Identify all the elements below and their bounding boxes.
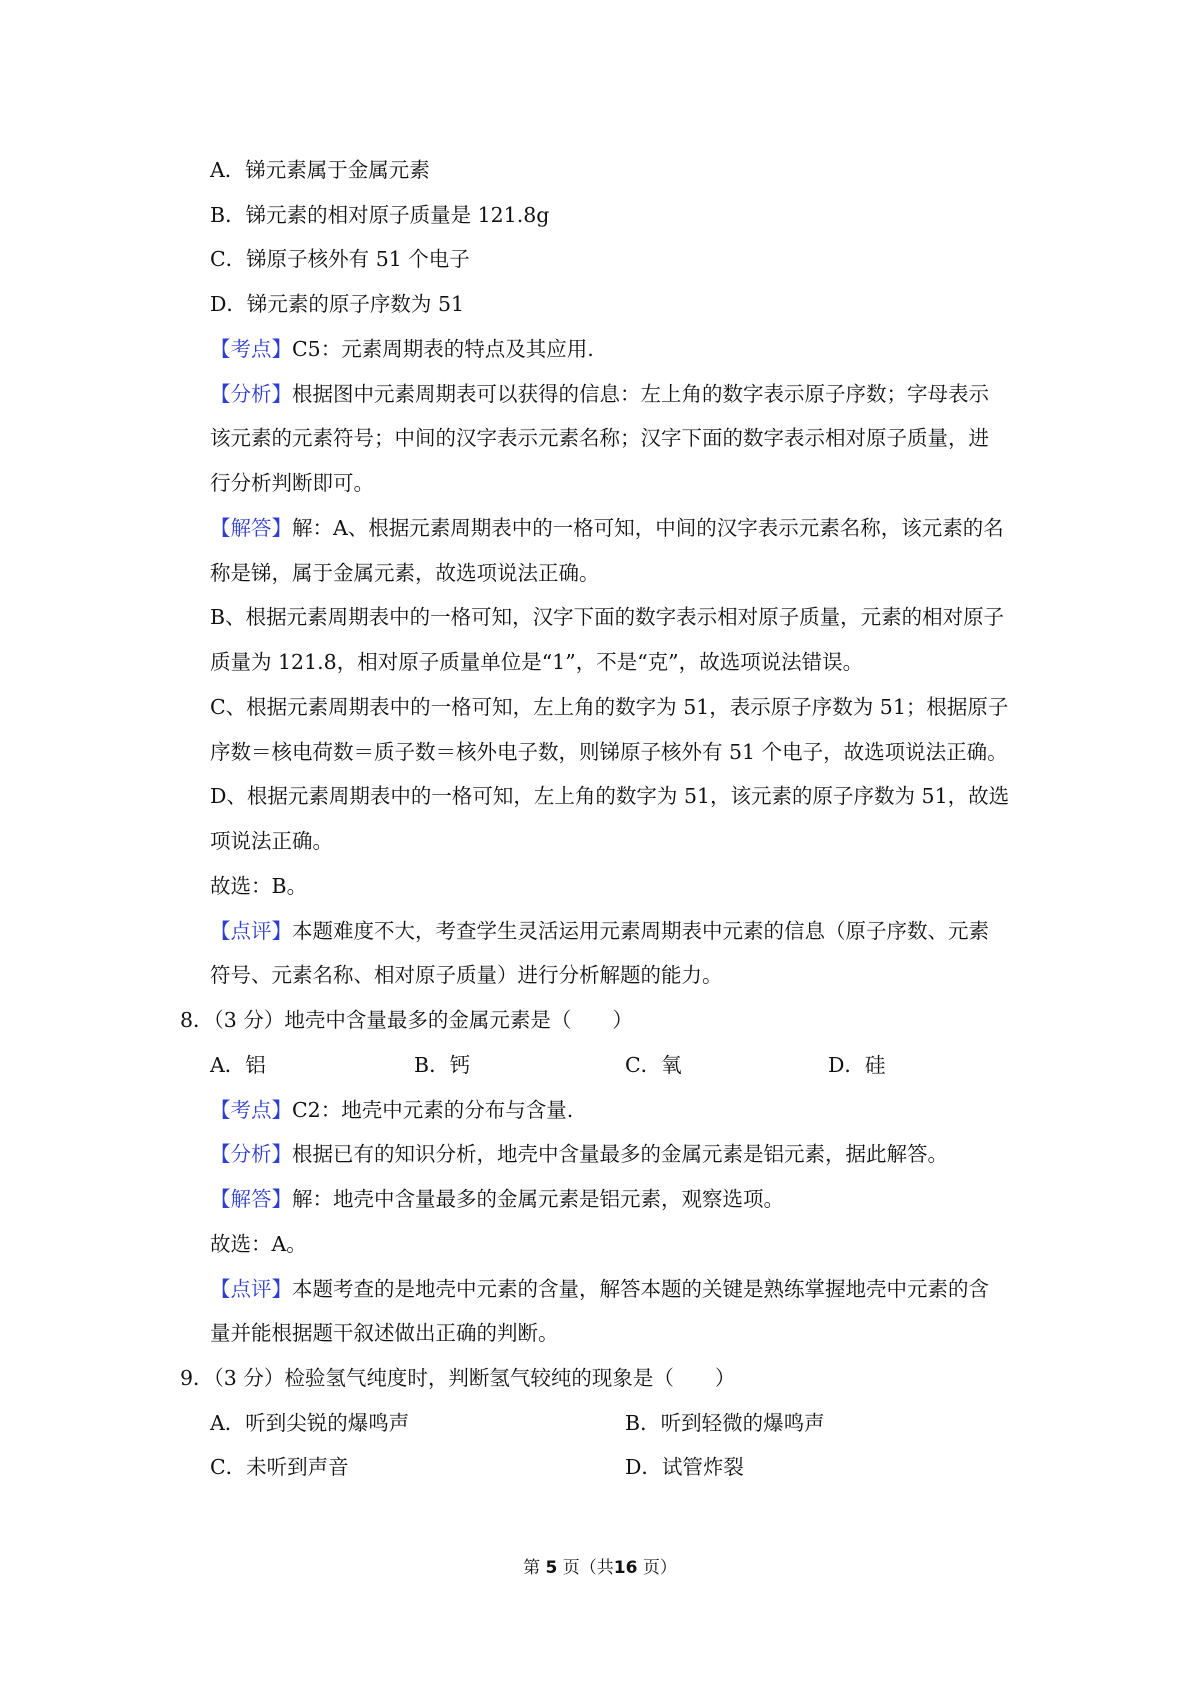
q7-jieda-line2: 称是锑，属于金属元素，故选项说法正确。 (210, 561, 600, 585)
footer-page-number: 5 (545, 1558, 558, 1578)
q7-option-b: B．锑元素的相对原子质量是 121.8g (210, 203, 550, 227)
q7-option-a: A．锑元素属于金属元素 (210, 158, 430, 182)
q9-option-d: D．试管炸裂 (625, 1455, 744, 1479)
fenxi-tag: 【分析】 (210, 382, 292, 406)
q7-fenxi-line1 (210, 380, 989, 408)
q8-dianping-line2: 量并能根据题干叙述做出正确的判断。 (210, 1321, 559, 1345)
footer-prefix: 第 (523, 1558, 541, 1578)
q8-kaodian (210, 1096, 573, 1124)
q7-option-d: D．锑元素的原子序数为 51 (210, 292, 465, 316)
jieda-tag: 【解答】 (210, 516, 292, 540)
fenxi-text: 根据已有的知识分析，地壳中含量最多的金属元素是铝元素，据此解答。 (292, 1142, 948, 1166)
dianping-tag: 【点评】 (210, 919, 292, 943)
q8-option-d: D．硅 (828, 1053, 886, 1077)
q7-option-c: C．锑原子核外有 51 个电子 (210, 247, 470, 271)
q7-fenxi-line2: 该元素的元素符号；中间的汉字表示元素名称；汉字下面的数字表示相对原子质量，进 (210, 426, 989, 450)
q7-dianping-line1 (210, 917, 989, 945)
fenxi-text: 根据图中元素周期表可以获得的信息：左上角的数字表示原子序数；字母表示 (292, 382, 989, 406)
q7-fenxi-line3: 行分析判断即可。 (210, 471, 374, 495)
jieda-text: 解：地壳中含量最多的金属元素是铝元素，观察选项。 (292, 1187, 784, 1211)
q7-kaodian (210, 335, 594, 363)
q8-jieda (210, 1185, 784, 1213)
q8-option-b: B．钙 (414, 1053, 471, 1077)
dianping-tag: 【点评】 (210, 1277, 292, 1301)
jieda-tag: 【解答】 (210, 1187, 292, 1211)
kaodian-text: C5：元素周期表的特点及其应用. (292, 337, 594, 361)
q7-jieda-line8: 项说法正确。 (210, 829, 333, 853)
dianping-text: 本题难度不大，考查学生灵活运用元素周期表中元素的信息（原子序数、元素 (292, 919, 989, 943)
jieda-text: 解：A、根据元素周期表中的一格可知，中间的汉字表示元素名称，该元素的名 (292, 516, 1004, 540)
footer-suffix: 页） (642, 1558, 677, 1578)
kaodian-tag: 【考点】 (210, 337, 292, 361)
q9-option-a: A．听到尖锐的爆鸣声 (210, 1411, 410, 1435)
q7-answer: 故选：B。 (210, 874, 308, 898)
q8-answer: 故选：A。 (210, 1232, 307, 1256)
q8-dianping-line1 (210, 1275, 989, 1303)
q9-stem: 9．（3 分）检验氢气纯度时，判断氢气较纯的现象是（ ） (180, 1366, 736, 1390)
kaodian-tag: 【考点】 (210, 1098, 292, 1122)
q7-jieda-line7: D、根据元素周期表中的一格可知，左上角的数字为 51，该元素的原子序数为 51，故选 (210, 784, 1010, 808)
q9-option-c: C．未听到声音 (210, 1455, 349, 1479)
dianping-text: 本题考查的是地壳中元素的含量，解答本题的关键是熟练掌握地壳中元素的含 (292, 1277, 989, 1301)
q8-stem: 8．（3 分）地壳中含量最多的金属元素是（ ） (180, 1008, 633, 1032)
q8-option-c: C．氧 (625, 1053, 682, 1077)
q7-jieda-line5: C、根据元素周期表中的一格可知，左上角的数字为 51，表示原子序数为 51；根据原子 (210, 695, 1009, 719)
q7-jieda-line6: 序数＝核电荷数＝质子数＝核外电子数，则锑原子核外有 51 个电子，故选项说法正确。 (210, 740, 1008, 764)
q7-jieda-line3: B、根据元素周期表中的一格可知，汉字下面的数字表示相对原子质量，元素的相对原子 (210, 605, 1005, 629)
kaodian-text: C2：地壳中元素的分布与含量. (292, 1098, 574, 1122)
q7-dianping-line2: 符号、元素名称、相对原子质量）进行分析解题的能力。 (210, 963, 723, 987)
q8-fenxi (210, 1140, 948, 1168)
q9-option-b: B．听到轻微的爆鸣声 (625, 1411, 825, 1435)
footer-mid: 页（共 (562, 1558, 614, 1578)
q7-jieda-line4: 质量为 121.8，相对原子质量单位是“1”，不是“克”，故选项说法错误。 (210, 650, 864, 674)
page-footer (0, 1556, 1200, 1580)
q7-jieda-line1 (210, 514, 1004, 542)
footer-total-pages: 16 (613, 1558, 638, 1578)
q8-option-a: A．铝 (210, 1053, 266, 1077)
fenxi-tag: 【分析】 (210, 1142, 292, 1166)
